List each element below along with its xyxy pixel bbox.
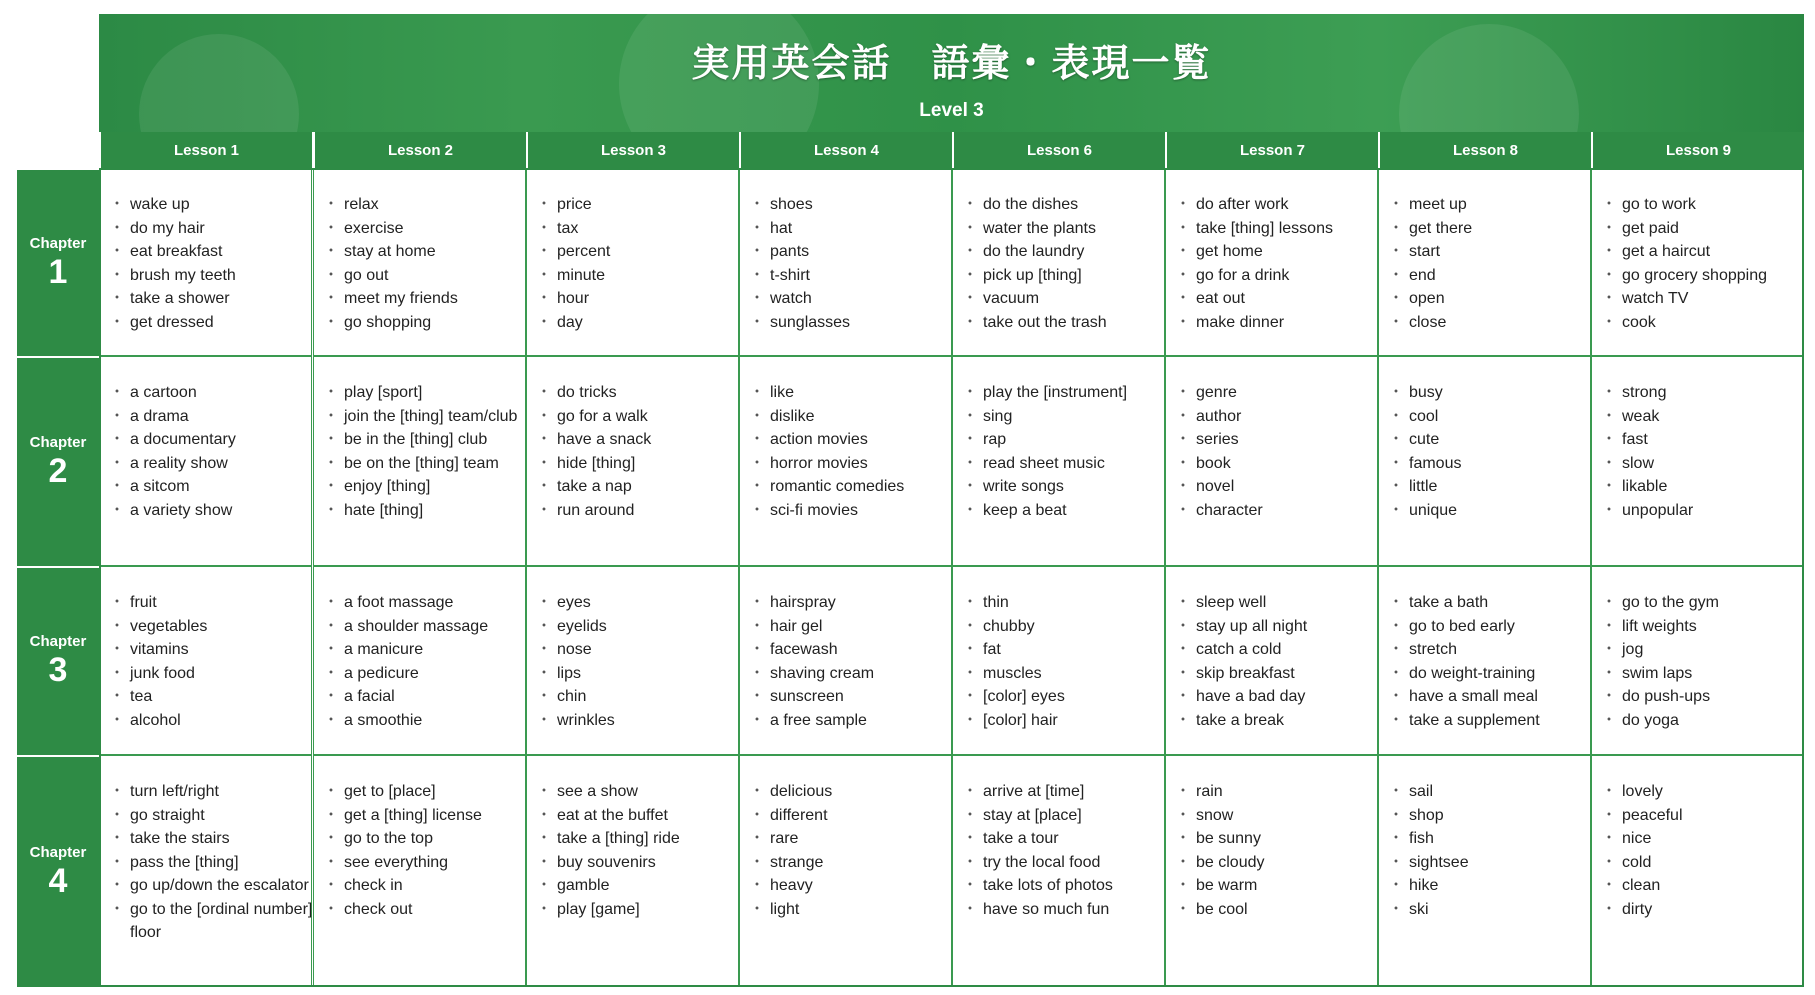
- list-item: ・ delicious: [754, 780, 960, 804]
- vocabulary-list: [1180, 591, 1377, 732]
- list-item: ・ hat: [754, 217, 960, 241]
- list-item: ・ a documentary: [114, 428, 320, 452]
- list-item: ・ play the [instrument]: [967, 381, 1173, 405]
- vocabulary-list: [328, 591, 525, 732]
- table-cell: [952, 356, 1165, 566]
- list-item: ・ end: [1393, 264, 1599, 288]
- list-item: ・ open: [1393, 287, 1599, 311]
- list-item: ・ gamble: [541, 874, 747, 898]
- list-item: ・ buy souvenirs: [541, 851, 747, 875]
- chapter-label: Chapter: [29, 234, 87, 252]
- list-item: ・ get there: [1393, 217, 1599, 241]
- list-item: ・ fat: [967, 638, 1173, 662]
- table-cell: [1591, 356, 1804, 566]
- list-item: ・ sightsee: [1393, 851, 1599, 875]
- list-item: ・ famous: [1393, 452, 1599, 476]
- table-cell: [1165, 168, 1378, 356]
- list-item: ・ vacuum: [967, 287, 1173, 311]
- list-item: ・ hour: [541, 287, 747, 311]
- list-item: ・ take a tour: [967, 827, 1173, 851]
- table-cell: [1165, 566, 1378, 755]
- list-item: ・ pass the [thing]: [114, 851, 320, 875]
- list-item: ・ fruit: [114, 591, 320, 615]
- list-item: ・ horror movies: [754, 452, 960, 476]
- list-item: ・ junk food: [114, 662, 320, 686]
- list-item: ・ jog: [1606, 638, 1812, 662]
- list-item: ・ cool: [1393, 405, 1599, 429]
- vocabulary-list: [114, 381, 311, 522]
- list-item: ・ shoes: [754, 193, 960, 217]
- list-item: ・ take a bath: [1393, 591, 1599, 615]
- vocabulary-list: [754, 591, 951, 732]
- table-cell: [1378, 755, 1591, 987]
- list-item: ・ likable: [1606, 475, 1812, 499]
- list-item: ・ take a supplement: [1393, 709, 1599, 733]
- list-item: ・ be sunny: [1180, 827, 1386, 851]
- list-item: ・ lovely: [1606, 780, 1812, 804]
- list-item: ・ a shoulder massage: [328, 615, 534, 639]
- table-cell: [952, 755, 1165, 987]
- list-item: ・ fast: [1606, 428, 1812, 452]
- list-item: ・ strong: [1606, 381, 1812, 405]
- vocabulary-list: [328, 381, 525, 522]
- vocabulary-list: [967, 193, 1164, 334]
- vocabulary-list: [1393, 193, 1590, 334]
- list-item: ・ meet up: [1393, 193, 1599, 217]
- list-item: ・ hate [thing]: [328, 499, 534, 523]
- table-cell: [526, 566, 739, 755]
- vocabulary-list: [114, 591, 311, 732]
- list-item: ・ book: [1180, 452, 1386, 476]
- chapter-label: Chapter: [29, 633, 87, 650]
- vocabulary-list: [1180, 381, 1377, 522]
- list-item: ・ make dinner: [1180, 311, 1386, 335]
- list-item: ・ tax: [541, 217, 747, 241]
- list-item: ・ nice: [1606, 827, 1812, 851]
- vocabulary-list: [1606, 780, 1803, 921]
- table-cell: [313, 168, 526, 356]
- list-item: ・ hair gel: [754, 615, 960, 639]
- chapter-label: Chapter: [29, 433, 87, 451]
- list-item: ・ go straight: [114, 804, 320, 828]
- list-item: ・ write songs: [967, 475, 1173, 499]
- list-item: ・ dirty: [1606, 898, 1812, 922]
- table-cell: [1378, 168, 1591, 356]
- table-cell: [952, 566, 1165, 755]
- table-cell: [99, 168, 312, 356]
- list-item: ・ eyelids: [541, 615, 747, 639]
- table-cell: [526, 168, 739, 356]
- list-item: ・ genre: [1180, 381, 1386, 405]
- list-item: ・ close: [1393, 311, 1599, 335]
- list-item: ・ chubby: [967, 615, 1173, 639]
- list-item: ・ stay at home: [328, 240, 534, 264]
- list-item: ・ sunglasses: [754, 311, 960, 335]
- list-item: ・ water the plants: [967, 217, 1173, 241]
- list-item: ・ chin: [541, 685, 747, 709]
- list-item: ・ romantic comedies: [754, 475, 960, 499]
- list-item: ・ relax: [328, 193, 534, 217]
- list-item: ・ rare: [754, 827, 960, 851]
- list-item: ・ have so much fun: [967, 898, 1173, 922]
- list-item: ・ a free sample: [754, 709, 960, 733]
- list-item: ・ vegetables: [114, 615, 320, 639]
- list-item: ・ percent: [541, 240, 747, 264]
- table-cell: [313, 755, 526, 987]
- list-item: ・ rain: [1180, 780, 1386, 804]
- list-item: ・ sail: [1393, 780, 1599, 804]
- vocabulary-list: [967, 381, 1164, 522]
- list-item: ・ pants: [754, 240, 960, 264]
- lesson-header: Lesson 3: [526, 132, 739, 168]
- list-item: ・ take a [thing] ride: [541, 827, 747, 851]
- chapter-header: [17, 356, 99, 566]
- list-item: ・ go to the gym: [1606, 591, 1812, 615]
- list-item: ・ minute: [541, 264, 747, 288]
- list-item: ・ play [game]: [541, 898, 747, 922]
- list-item: ・ [color] eyes: [967, 685, 1173, 709]
- chapter-header: [17, 168, 99, 356]
- chapter-label: Chapter: [29, 843, 87, 861]
- list-item: ・ character: [1180, 499, 1386, 523]
- list-item: ・ little: [1393, 475, 1599, 499]
- list-item: ・ get a haircut: [1606, 240, 1812, 264]
- table-cell: [1591, 755, 1804, 987]
- chapter-number: 3: [48, 651, 68, 689]
- list-item: ・ get to [place]: [328, 780, 534, 804]
- list-item: ・ sleep well: [1180, 591, 1386, 615]
- list-item: ・ a variety show: [114, 499, 320, 523]
- table-cell: [1378, 356, 1591, 566]
- lesson-header: Lesson 4: [739, 132, 952, 168]
- list-item: ・ a manicure: [328, 638, 534, 662]
- vocabulary-list: [114, 780, 311, 945]
- list-item: ・ [color] hair: [967, 709, 1173, 733]
- table-cell: [526, 755, 739, 987]
- list-item: ・ see everything: [328, 851, 534, 875]
- vocabulary-list: [114, 193, 311, 334]
- list-item: ・ go out: [328, 264, 534, 288]
- list-item: ・ lift weights: [1606, 615, 1812, 639]
- list-item: ・ watch TV: [1606, 287, 1812, 311]
- list-item: ・ strange: [754, 851, 960, 875]
- list-item: ・ unpopular: [1606, 499, 1812, 523]
- list-item: ・ peaceful: [1606, 804, 1812, 828]
- list-item: ・ stay up all night: [1180, 615, 1386, 639]
- chapter-number: 4: [48, 861, 68, 900]
- list-item: ・ wrinkles: [541, 709, 747, 733]
- list-item: ・ a reality show: [114, 452, 320, 476]
- header-banner: [99, 14, 1804, 132]
- table-cell: [526, 356, 739, 566]
- list-item: ・ have a bad day: [1180, 685, 1386, 709]
- list-item: ・ catch a cold: [1180, 638, 1386, 662]
- list-item: ・ a pedicure: [328, 662, 534, 686]
- list-item: ・ do the dishes: [967, 193, 1173, 217]
- vocabulary-list: [328, 780, 525, 921]
- list-item: ・ eat at the buffet: [541, 804, 747, 828]
- list-item: ・ like: [754, 381, 960, 405]
- table-cell: [99, 566, 312, 755]
- lesson-header: Lesson 9: [1591, 132, 1804, 168]
- vocabulary-list: [1606, 381, 1803, 522]
- list-item: ・ brush my teeth: [114, 264, 320, 288]
- list-item: ・ eat out: [1180, 287, 1386, 311]
- list-item: ・ do yoga: [1606, 709, 1812, 733]
- list-item: ・ sunscreen: [754, 685, 960, 709]
- list-item: ・ get home: [1180, 240, 1386, 264]
- list-item: ・ busy: [1393, 381, 1599, 405]
- list-item: ・ t-shirt: [754, 264, 960, 288]
- list-item: ・ hike: [1393, 874, 1599, 898]
- lesson-header: Lesson 7: [1165, 132, 1378, 168]
- list-item: ・ do the laundry: [967, 240, 1173, 264]
- list-item: ・ go shopping: [328, 311, 534, 335]
- vocabulary-list: [541, 780, 738, 921]
- table-cell: [313, 356, 526, 566]
- list-item: ・ get paid: [1606, 217, 1812, 241]
- table-cell: [952, 168, 1165, 356]
- list-item: ・ try the local food: [967, 851, 1173, 875]
- list-item: ・ take a break: [1180, 709, 1386, 733]
- list-item: ・ series: [1180, 428, 1386, 452]
- list-item: ・ a facial: [328, 685, 534, 709]
- vocabulary-list: [1180, 780, 1377, 921]
- list-item: ・ cook: [1606, 311, 1812, 335]
- list-item: ・ hide [thing]: [541, 452, 747, 476]
- list-item: ・ take a shower: [114, 287, 320, 311]
- vocabulary-list: [1606, 193, 1803, 334]
- list-item: ・ weak: [1606, 405, 1812, 429]
- list-item: ・ tea: [114, 685, 320, 709]
- page-title: 実用英会話 語彙・表現一覧: [691, 41, 1212, 85]
- table-cell: [739, 356, 952, 566]
- table-cell: [1591, 566, 1804, 755]
- list-item: ・ stay at [place]: [967, 804, 1173, 828]
- list-item: ・ rap: [967, 428, 1173, 452]
- list-item: ・ different: [754, 804, 960, 828]
- list-item: ・ nose: [541, 638, 747, 662]
- lesson-header: Lesson 2: [313, 132, 526, 168]
- list-item: ・ get a [thing] license: [328, 804, 534, 828]
- list-item: ・ shaving cream: [754, 662, 960, 686]
- list-item: ・ have a small meal: [1393, 685, 1599, 709]
- table-cell: [99, 356, 312, 566]
- vocabulary-list: [754, 780, 951, 921]
- chapter-number: 2: [48, 451, 68, 490]
- table-cell: [1165, 755, 1378, 987]
- vocabulary-list: [754, 381, 951, 522]
- list-item: ・ go to work: [1606, 193, 1812, 217]
- list-item: ・ eyes: [541, 591, 747, 615]
- list-item: ・ ski: [1393, 898, 1599, 922]
- list-item: ・ start: [1393, 240, 1599, 264]
- list-item: ・ watch: [754, 287, 960, 311]
- list-item: ・ see a show: [541, 780, 747, 804]
- lesson-header: Lesson 6: [952, 132, 1165, 168]
- list-item: ・ take the stairs: [114, 827, 320, 851]
- list-item: ・ snow: [1180, 804, 1386, 828]
- list-item: ・ run around: [541, 499, 747, 523]
- table-cell: [313, 566, 526, 755]
- vocabulary-list: [967, 780, 1164, 921]
- list-item: ・ go grocery shopping: [1606, 264, 1812, 288]
- list-item: ・ be cool: [1180, 898, 1386, 922]
- list-item: ・ thin: [967, 591, 1173, 615]
- list-item: ・ go to the top: [328, 827, 534, 851]
- lesson-header: Lesson 8: [1378, 132, 1591, 168]
- list-item: ・ do my hair: [114, 217, 320, 241]
- vocabulary-list: [1606, 591, 1803, 732]
- list-item: ・ go to bed early: [1393, 615, 1599, 639]
- vocabulary-list: [1180, 193, 1377, 334]
- table-cell: [1591, 168, 1804, 356]
- chapter-number: 1: [48, 252, 68, 291]
- list-item: ・ sci-fi movies: [754, 499, 960, 523]
- list-item: ・ get dressed: [114, 311, 320, 335]
- list-item: ・ go up/down the escalator: [114, 874, 320, 898]
- list-item: ・ facewash: [754, 638, 960, 662]
- vocabulary-list: [328, 193, 525, 334]
- level-label: Level 3: [919, 100, 984, 121]
- list-item: ・ join the [thing] team/club: [328, 405, 534, 429]
- list-item: ・ arrive at [time]: [967, 780, 1173, 804]
- list-item: ・ swim laps: [1606, 662, 1812, 686]
- vocabulary-list: [541, 591, 738, 732]
- list-item: ・ vitamins: [114, 638, 320, 662]
- list-item: ・ pick up [thing]: [967, 264, 1173, 288]
- list-item: ・ exercise: [328, 217, 534, 241]
- list-item: ・ take out the trash: [967, 311, 1173, 335]
- list-item: ・ hairspray: [754, 591, 960, 615]
- list-item: ・ check out: [328, 898, 534, 922]
- list-item: ・ read sheet music: [967, 452, 1173, 476]
- list-item: ・ take lots of photos: [967, 874, 1173, 898]
- list-item: ・ do push-ups: [1606, 685, 1812, 709]
- list-item: ・ eat breakfast: [114, 240, 320, 264]
- list-item: ・ dislike: [754, 405, 960, 429]
- list-item: ・ price: [541, 193, 747, 217]
- list-item: ・ a foot massage: [328, 591, 534, 615]
- table-cell: [739, 566, 952, 755]
- chapter-header: [17, 755, 99, 987]
- list-item: ・ meet my friends: [328, 287, 534, 311]
- list-item: ・ slow: [1606, 452, 1812, 476]
- list-item: ・ be in the [thing] club: [328, 428, 534, 452]
- vocabulary-list: [1393, 381, 1590, 522]
- list-item: ・ cute: [1393, 428, 1599, 452]
- list-item: ・ day: [541, 311, 747, 335]
- list-item: ・ stretch: [1393, 638, 1599, 662]
- table-cell: [99, 755, 312, 987]
- vocabulary-list: [967, 591, 1164, 732]
- list-item: ・ be on the [thing] team: [328, 452, 534, 476]
- list-item: ・ alcohol: [114, 709, 320, 733]
- vocabulary-list: [754, 193, 951, 334]
- list-item: ・ a cartoon: [114, 381, 320, 405]
- list-item: ・ cold: [1606, 851, 1812, 875]
- list-item: ・ skip breakfast: [1180, 662, 1386, 686]
- vocabulary-list: [1393, 780, 1590, 921]
- list-item: ・ go for a walk: [541, 405, 747, 429]
- list-item: ・ have a snack: [541, 428, 747, 452]
- table-cell: [1165, 356, 1378, 566]
- chapter-header: [17, 566, 99, 755]
- list-item: ・ sing: [967, 405, 1173, 429]
- list-item: ・ go to the [ordinal number] floor: [114, 898, 320, 945]
- list-item: ・ muscles: [967, 662, 1173, 686]
- vocabulary-list: [541, 193, 738, 334]
- list-item: ・ keep a beat: [967, 499, 1173, 523]
- list-item: ・ shop: [1393, 804, 1599, 828]
- list-item: ・ turn left/right: [114, 780, 320, 804]
- table-cell: [1378, 566, 1591, 755]
- list-item: ・ do after work: [1180, 193, 1386, 217]
- list-item: ・ play [sport]: [328, 381, 534, 405]
- table-cell: [739, 168, 952, 356]
- list-item: ・ be cloudy: [1180, 851, 1386, 875]
- list-item: ・ author: [1180, 405, 1386, 429]
- list-item: ・ enjoy [thing]: [328, 475, 534, 499]
- list-item: ・ do tricks: [541, 381, 747, 405]
- list-item: ・ take a nap: [541, 475, 747, 499]
- list-item: ・ heavy: [754, 874, 960, 898]
- vocabulary-list: [1393, 591, 1590, 732]
- list-item: ・ unique: [1393, 499, 1599, 523]
- list-item: ・ go for a drink: [1180, 264, 1386, 288]
- list-item: ・ clean: [1606, 874, 1812, 898]
- list-item: ・ a smoothie: [328, 709, 534, 733]
- list-item: ・ lips: [541, 662, 747, 686]
- list-item: ・ take [thing] lessons: [1180, 217, 1386, 241]
- list-item: ・ light: [754, 898, 960, 922]
- lesson-header: Lesson 1: [99, 132, 312, 168]
- list-item: ・ a drama: [114, 405, 320, 429]
- list-item: ・ novel: [1180, 475, 1386, 499]
- list-item: ・ do weight-training: [1393, 662, 1599, 686]
- vocabulary-list: [541, 381, 738, 522]
- list-item: ・ action movies: [754, 428, 960, 452]
- list-item: ・ be warm: [1180, 874, 1386, 898]
- list-item: ・ check in: [328, 874, 534, 898]
- table-cell: [739, 755, 952, 987]
- list-item: ・ a sitcom: [114, 475, 320, 499]
- list-item: ・ fish: [1393, 827, 1599, 851]
- list-item: ・ wake up: [114, 193, 320, 217]
